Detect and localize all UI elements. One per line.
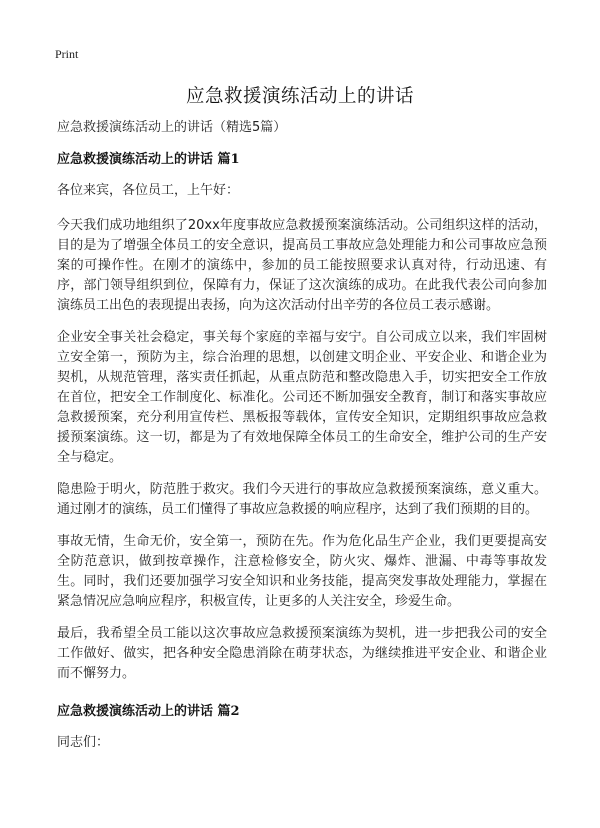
document-body bbox=[57, 118, 547, 765]
section-heading: 应急救援演练活动上的讲话 篇1 bbox=[57, 152, 240, 167]
paragraph: 隐患险于明火，防范胜于救灾。我们今天进行的事故应急救援预案演练，意义重大。通过刚才的演练，员工们懂得了事故应急救援的响应程序，达到了我们预期的目的。 bbox=[57, 482, 547, 517]
print-link[interactable]: Print bbox=[55, 47, 79, 61]
greeting-line: 同志们： bbox=[57, 735, 110, 750]
paragraph: 事故无情，生命无价，安全第一，预防在先。作为危化品生产企业，我们更要提高安全防范意识，做到按章操作，注意检修安全，防火灾、爆炸、泄漏、中毒等事故发生。同时，我们还要加强学习安全知识和业务技能，提高突发事故处理能力，掌握在紧急情况应急响应程序，积极宣传，让更多的人关注安全，珍爱生命。 bbox=[57, 534, 547, 609]
paragraph: 今天我们成功地组织了20xx年度事故应急救援预案演练活动。公司组织这样的活动，目的是为了增强全体员工的安全意识，提高员工事故应急处理能力和公司事故应急预案的可操作性。在刚才的演练中，参加的员工能按照要求认真对待，行动迅速、有序，部门领导组织到位，保障有力，保证了这次演练的成功。在此我代表公司向参加演练员工出色的表现提出表扬，向为这次活动付出辛劳的各位员工表示感谢。 bbox=[57, 218, 547, 313]
speech-section-1 bbox=[57, 150, 547, 684]
page-title: 应急救援演练活动上的讲话 bbox=[185, 86, 414, 107]
paragraph: 最后，我希望全员工能以这次事故应急救援预案演练为契机，进一步把我公司的安全工作做好、做实，把各种安全隐患消除在萌芽状态，为继续推进平安企业、和谐企业而不懈努力。 bbox=[57, 626, 547, 681]
speech-section-2 bbox=[57, 702, 547, 753]
greeting-line: 各位来宾，各位员工，上午好： bbox=[57, 183, 240, 198]
paragraph: 企业安全事关社会稳定，事关每个家庭的幸福与安宁。自公司成立以来，我们牢固树立安全第一，预防为主，综合治理的思想，以创建文明企业、平安企业、和谐企业为契机，从规范管理，落实责任抓起，从重点防范和整改隐患入手，切实把安全工作放在首位，把安全工作制度化、标准化。公司还不断加强安全教育，制订和落实事故应急救援预案，充分利用宣传栏、黑板报等载体，宣传安全知识，定期组织事故应急救援预案演练。这一切，都是为了有效地保障全体员工的生命安全，维护公司的生产安全与稳定。 bbox=[57, 330, 547, 465]
section-heading: 应急救援演练活动上的讲话 篇2 bbox=[57, 704, 240, 719]
document-subtitle: 应急救援演练活动上的讲话（精选5篇） bbox=[57, 120, 287, 135]
